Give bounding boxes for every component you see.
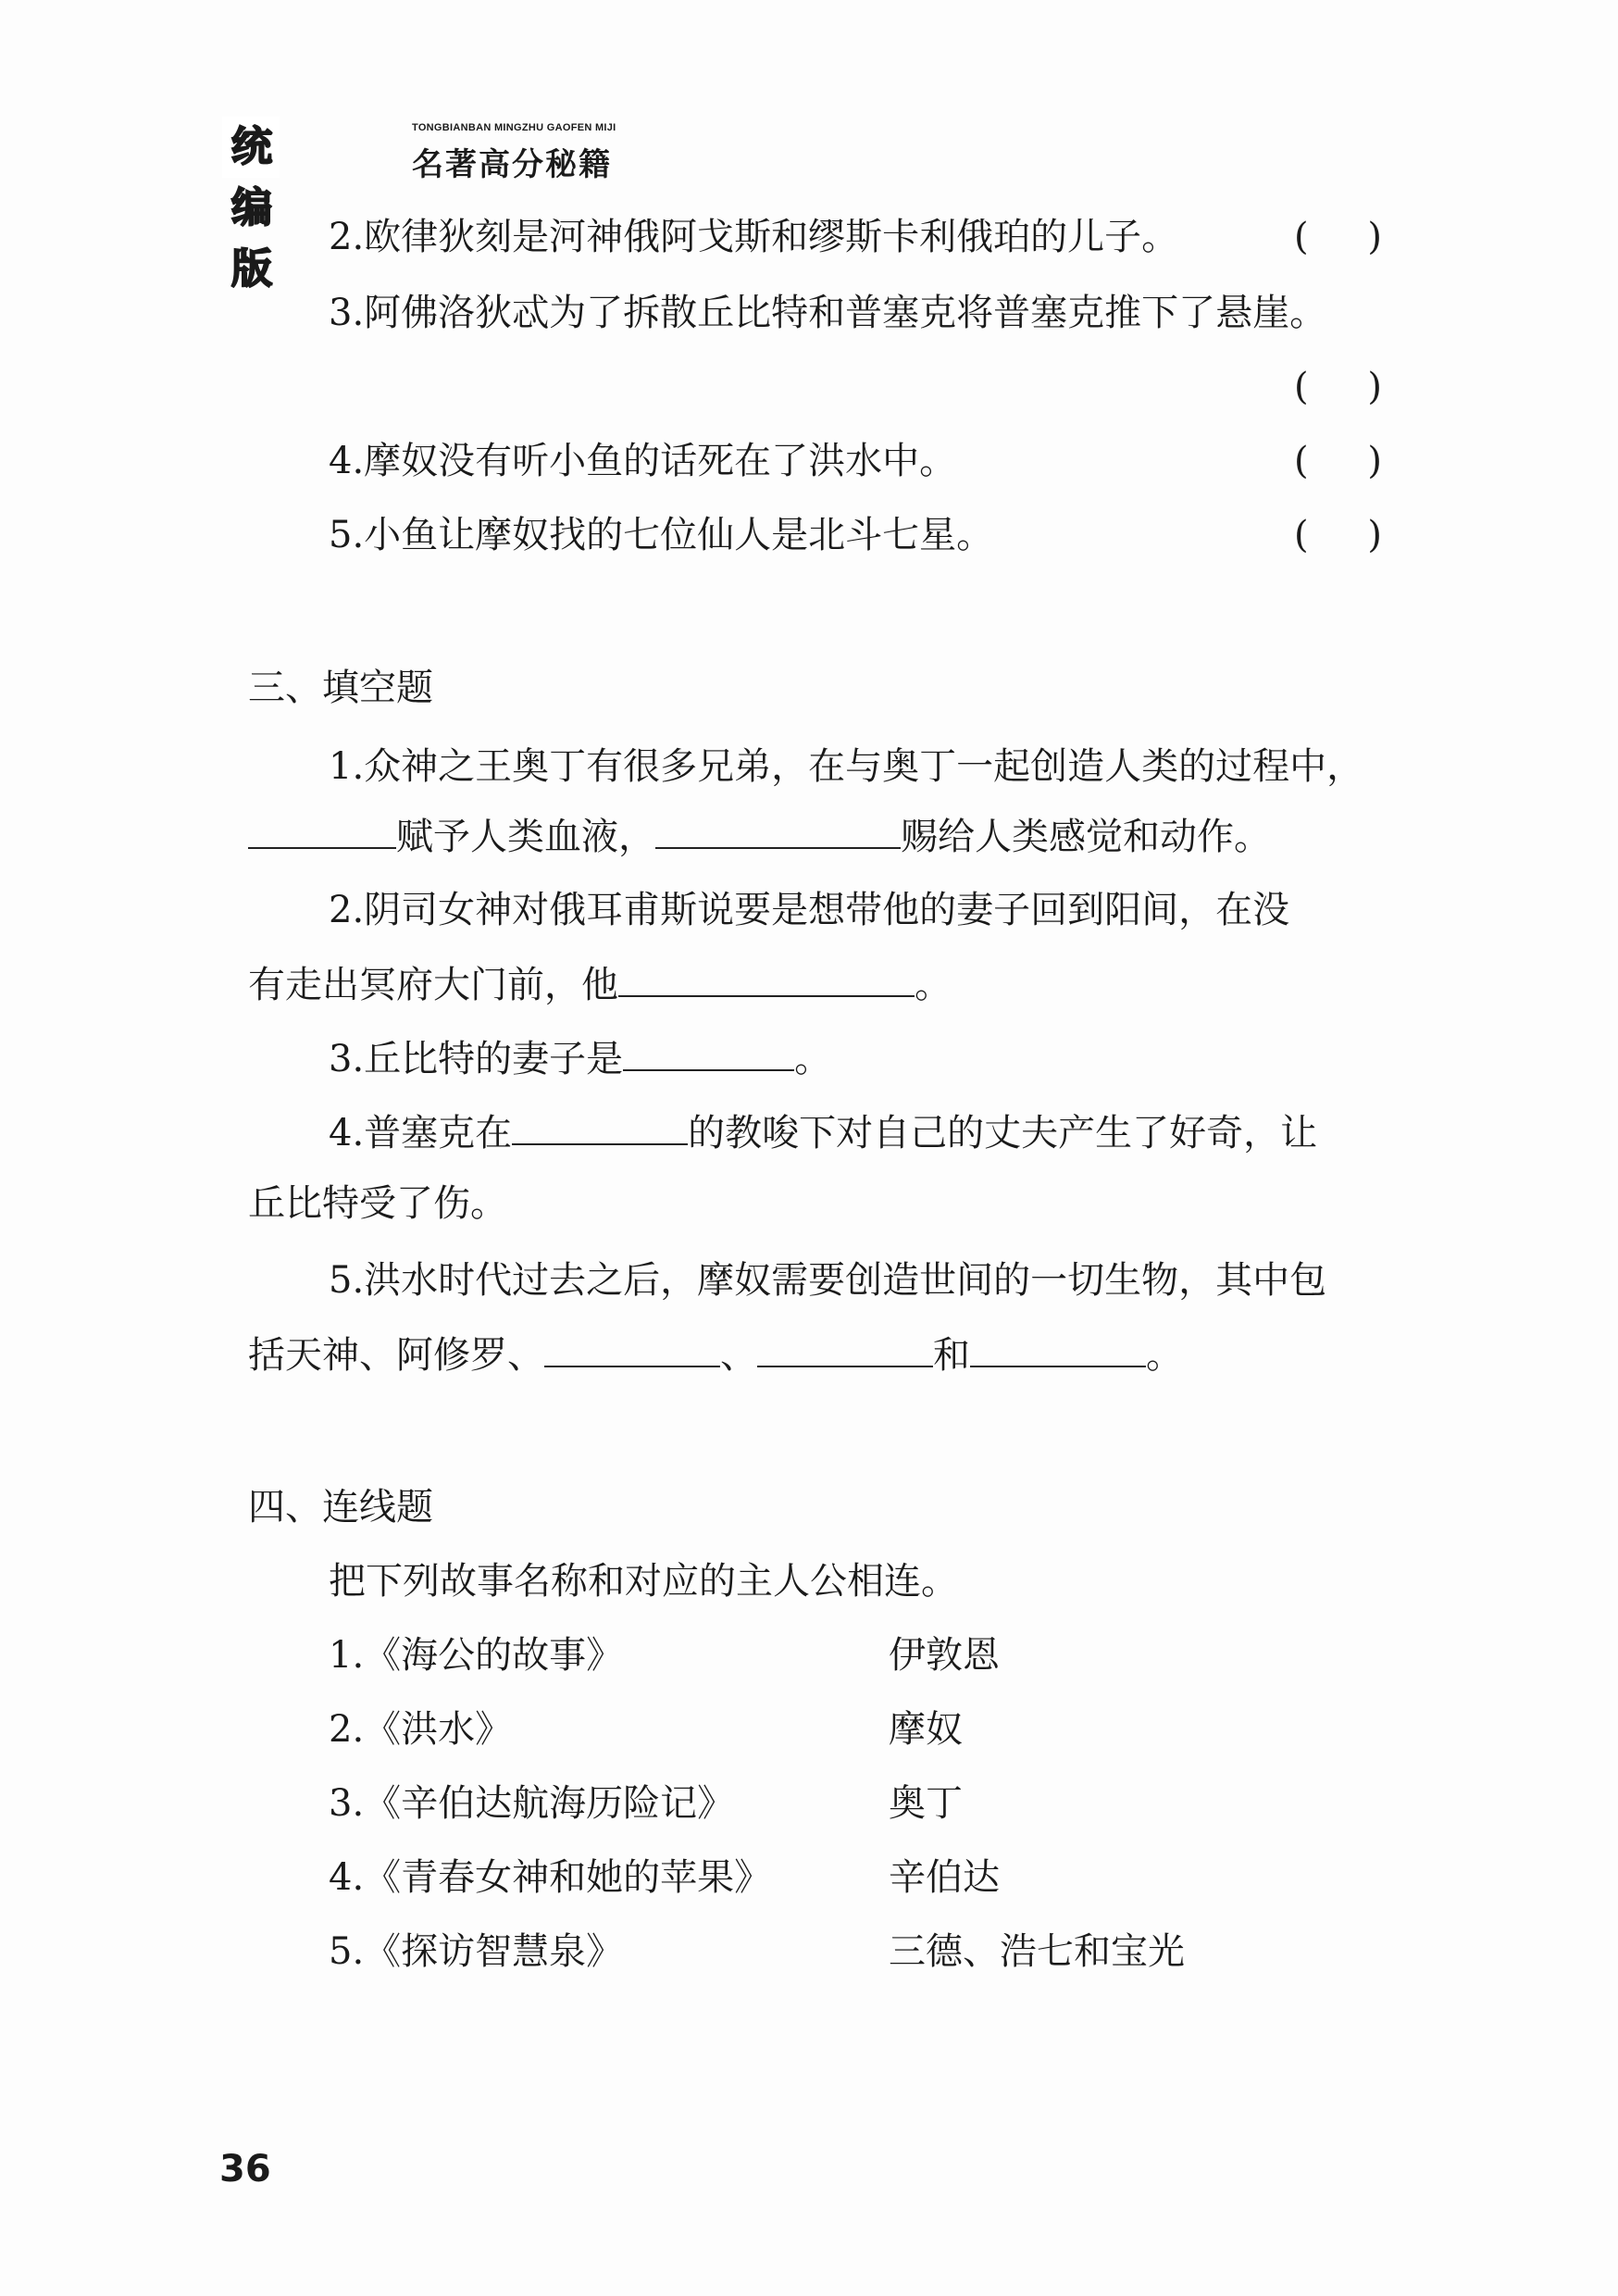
match-story[interactable]: 4.《青春女神和她的苹果》 <box>329 1856 772 1899</box>
match-character[interactable]: 伊敦恩 <box>889 1634 1000 1677</box>
fill-q3: 3.丘比特的妻子是 。 <box>329 1032 831 1085</box>
answer-blank[interactable] <box>248 810 396 849</box>
fill-q1-line1: 1.众神之王奥丁有很多兄弟，在与奥丁一起创造人类的过程中， <box>329 745 1364 788</box>
fill-q1-line2: 赋予人类血液， 赐给人类感觉和动作。 <box>248 810 1271 863</box>
fill-q2-line1: 2.阴司女神对俄耳甫斯说要是想带他的妻子回到阳间，在没 <box>329 889 1290 931</box>
match-story[interactable]: 2.《洪水》 <box>329 1708 513 1751</box>
header-subtitle: 名著高分秘籍 <box>412 146 612 183</box>
answer-paren-q2[interactable]: ( ) <box>1294 216 1382 258</box>
fill-q5-line2: 括天神、阿修罗、 、 和 。 <box>248 1329 1183 1381</box>
judgment-q3: 3.阿佛洛狄忒为了拆散丘比特和普塞克将普塞克推下了悬崖。 <box>329 292 1327 334</box>
fill-q4-line2: 丘比特受了伤。 <box>248 1182 507 1225</box>
fill-q4-line1: 4.普塞克在 的教唆下对自己的丈夫产生了好奇，让 <box>329 1106 1317 1159</box>
match-instruction: 把下列故事名称和对应的主人公相连。 <box>329 1560 958 1603</box>
judgment-q4: 4.摩奴没有听小鱼的话死在了洪水中。 <box>329 440 957 482</box>
fill-q5-line1: 5.洪水时代过去之后，摩奴需要创造世间的一切生物，其中包 <box>329 1259 1327 1302</box>
answer-blank[interactable] <box>618 958 915 997</box>
page-number: 36 <box>219 2148 271 2190</box>
section-heading-match: 四、连线题 <box>248 1486 433 1529</box>
answer-blank[interactable] <box>970 1329 1146 1367</box>
answer-blank[interactable] <box>623 1032 794 1071</box>
judgment-q5: 5.小鱼让摩奴找的七位仙人是北斗七星。 <box>329 514 994 556</box>
answer-blank[interactable] <box>544 1329 720 1367</box>
answer-paren-q3[interactable]: ( ) <box>1294 366 1382 408</box>
answer-paren-q5[interactable]: ( ) <box>1294 514 1382 556</box>
match-character[interactable]: 三德、浩七和宝光 <box>889 1930 1185 1973</box>
answer-paren-q4[interactable]: ( ) <box>1294 440 1382 482</box>
match-character[interactable]: 奥丁 <box>889 1782 963 1825</box>
header-subtitle-pinyin: TONGBIANBAN MINGZHU GAOFEN MIJI <box>412 122 616 133</box>
brand-logo: 统编版 <box>222 117 280 178</box>
judgment-q2: 2.欧律狄刻是河神俄阿戈斯和缪斯卡利俄珀的儿子。 <box>329 216 1179 258</box>
fill-q2-line2: 有走出冥府大门前，他 。 <box>248 958 952 1011</box>
answer-blank[interactable] <box>512 1106 688 1145</box>
match-story[interactable]: 3.《辛伯达航海历险记》 <box>329 1782 735 1825</box>
answer-blank[interactable] <box>757 1329 933 1367</box>
section-heading-fill: 三、填空题 <box>248 667 433 709</box>
match-character[interactable]: 辛伯达 <box>889 1856 1000 1899</box>
match-story[interactable]: 5.《探访智慧泉》 <box>329 1930 624 1973</box>
answer-blank[interactable] <box>655 810 901 849</box>
match-story[interactable]: 1.《海公的故事》 <box>329 1634 624 1677</box>
match-character[interactable]: 摩奴 <box>889 1708 963 1751</box>
